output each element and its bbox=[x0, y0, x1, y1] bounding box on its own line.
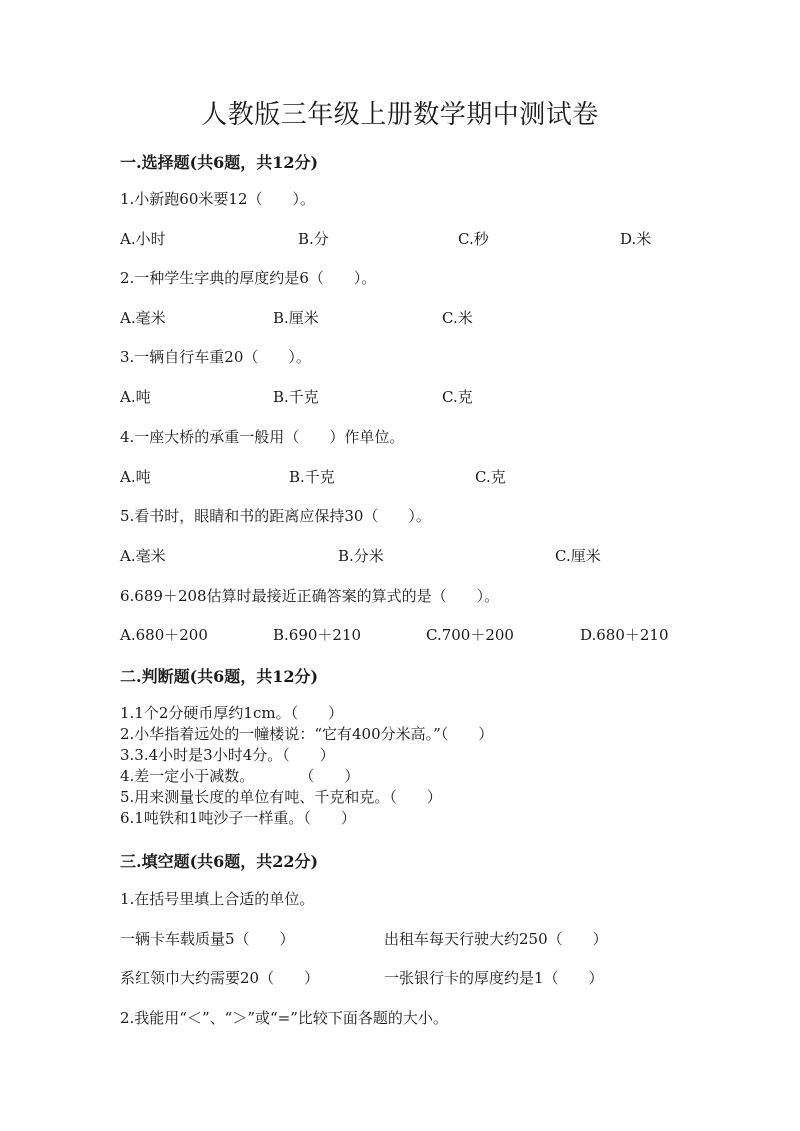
option-c: C.米 bbox=[442, 309, 473, 327]
judge-item: 6.1吨铁和1吨沙子一样重。（ ） bbox=[120, 809, 356, 827]
page-title: 人教版三年级上册数学期中测试卷 bbox=[201, 100, 599, 130]
option-b: B.厘米 bbox=[273, 309, 319, 327]
judge-item: 4.差一定小于减数。 （ ） bbox=[120, 767, 360, 785]
question-stem: 4.一座大桥的承重一般用（ ）作单位。 bbox=[120, 428, 405, 446]
section-heading-fill: 三.填空题(共6题，共22分) bbox=[120, 852, 319, 871]
option-a: A.小时 bbox=[120, 230, 166, 248]
option-c: C.克 bbox=[442, 388, 473, 406]
option-a: A.680＋200 bbox=[120, 626, 208, 644]
option-c: C.700＋200 bbox=[426, 626, 514, 644]
option-c: C.厘米 bbox=[555, 547, 601, 565]
question-stem: 5.看书时，眼睛和书的距离应保持30（ ）。 bbox=[120, 507, 431, 525]
question-stem: 1.小新跑60米要12（ ）。 bbox=[120, 190, 315, 208]
fill-item: 出租车每天行驶大约250（ ） bbox=[384, 930, 608, 948]
option-b: B.分米 bbox=[338, 547, 384, 565]
option-a: A.毫米 bbox=[120, 547, 166, 565]
option-d: D.米 bbox=[620, 230, 652, 248]
fill-item: 一张银行卡的厚度约是1（ ） bbox=[384, 969, 604, 987]
question-stem: 3.一辆自行车重20（ ）。 bbox=[120, 348, 311, 366]
section-heading-choice: 一.选择题(共6题，共12分) bbox=[120, 153, 319, 172]
question-stem: 6.689＋208估算时最接近正确答案的算式的是（ ）。 bbox=[120, 587, 500, 605]
option-b: B.690＋210 bbox=[273, 626, 362, 644]
section-heading-judge: 二.判断题(共6题，共12分) bbox=[120, 667, 319, 686]
option-b: B.千克 bbox=[273, 388, 319, 406]
option-c: C.克 bbox=[475, 468, 506, 486]
fill-item: 一辆卡车载质量5（ ） bbox=[120, 930, 295, 948]
question-stem: 2.我能用“＜”、“＞”或“=”比较下面各题的大小。 bbox=[120, 1009, 448, 1027]
question-stem: 1.在括号里填上合适的单位。 bbox=[120, 890, 315, 908]
judge-item: 1.1个2分硬币厚约1cm。（ ） bbox=[120, 704, 344, 722]
option-a: A.吨 bbox=[120, 468, 151, 486]
judge-item: 5.用来测量长度的单位有吨、千克和克。（ ） bbox=[120, 788, 442, 806]
question-stem: 2.一种学生字典的厚度约是6（ ）。 bbox=[120, 269, 377, 287]
judge-item: 2.小华指着远处的一幢楼说：“它有400分米高。”（ ） bbox=[120, 725, 494, 743]
judge-item: 3.3.4小时是3小时4分。（ ） bbox=[120, 746, 335, 764]
option-a: A.吨 bbox=[120, 388, 151, 406]
option-a: A.毫米 bbox=[120, 309, 166, 327]
option-b: B.分 bbox=[298, 230, 329, 248]
fill-item: 系红领巾大约需要20（ ） bbox=[120, 969, 320, 987]
option-b: B.千克 bbox=[289, 468, 335, 486]
option-c: C.秒 bbox=[458, 230, 489, 248]
option-d: D.680＋210 bbox=[580, 626, 669, 644]
